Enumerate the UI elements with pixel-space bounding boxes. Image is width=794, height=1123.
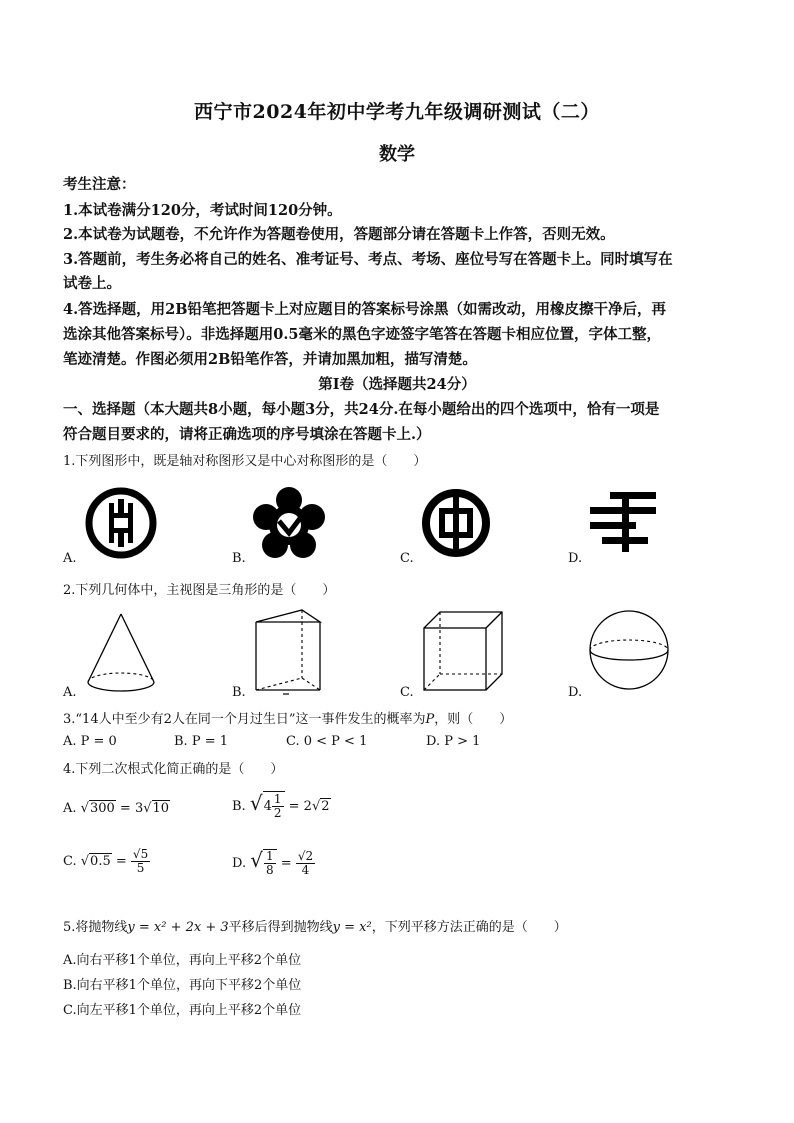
bank-logo-d-icon (588, 490, 658, 554)
equation-2: y = x² (332, 920, 372, 935)
question-2-option-d: D. (568, 685, 583, 700)
question-3-stem (63, 708, 512, 727)
notice-heading: 考生注意： (63, 176, 136, 193)
notice-item-1: 1.本试卷满分120分，考试时间120分钟。 (63, 202, 342, 219)
question-3-option-d: D. P > 1 (426, 734, 481, 749)
question-2-option-a: A. (63, 685, 77, 700)
notice-item-3-line-2: 试卷上。 (63, 275, 121, 292)
bank-logo-a-icon (85, 487, 157, 559)
cone-icon (84, 612, 158, 694)
question-5-option-a: A.向右平移1个单位，再向上平移2个单位 (63, 953, 302, 968)
question-1-option-d: D. (568, 551, 583, 566)
question-3-option-c: C. 0 < P < 1 (286, 734, 368, 749)
question-1-option-b: B. (232, 551, 246, 566)
question-1-stem: 1.下列图形中，既是轴对称图形又是中心对称图形的是（ ） (63, 454, 427, 469)
equation-1: y = x² + 2x + 3 (127, 920, 229, 935)
subject-title: 数学 (379, 144, 415, 165)
notice-item-4-line-2: 选涂其他答案标号）。非选择题用0.5毫米的黑色字迹签字笔答在答题卡相应位置，字体工整， (63, 326, 661, 343)
question-5-stem: 5.将抛物线y = x² + 2x + 3平移后得到抛物线y = x²，下列平移方法正确的是（ ） (63, 920, 567, 935)
question-4-option-c: C. √0.5 = $\frac{√5}{5}$ (63, 847, 149, 875)
page-title: 西宁市2024年初中学考九年级调研测试（二） (194, 101, 600, 123)
question-4-option-d: D. √ $\frac{1}{8}$ = $\frac{√2}{4}$ (232, 848, 314, 877)
radicand: 300 (89, 801, 115, 816)
section-instruction-line-1: 一、选择题（本大题共8小题，每小题3分，共24分.在每小题给出的四个选项中，恰有一项是 (63, 401, 660, 418)
bank-logo-c-icon (422, 489, 490, 557)
notice-item-2: 2.本试卷为试题卷，不允许作为答题卷使用，答题部分请在答题卡上作答，否则无效。 (63, 226, 615, 243)
question-3-stem-prefix: 3.“14人中至少有2人在同一个月过生日”这一事件发生的概率为 (63, 712, 426, 727)
question-5-option-b: B.向右平移1个单位，再向下平移2个单位 (63, 978, 302, 993)
question-4-option-b: B. √4 $\frac{1}{2}$ = 2√2 (232, 791, 330, 820)
question-1-option-a: A. (63, 551, 77, 566)
section-instruction-line-2: 符合题目要求的，请将正确选项的序号填涂在答题卡上.） (63, 426, 431, 443)
question-3-option-b: B. P = 1 (174, 734, 228, 749)
question-4-option-a: A. √300 = 3√10 (63, 801, 170, 816)
bank-logo-b-icon (252, 487, 326, 561)
question-3-stem-suffix: ，则（ ） (434, 712, 513, 727)
notice-item-4-line-3: 笔迹清楚。作图必须用2B铅笔作答，并请加黑加粗，描写清楚。 (63, 351, 477, 368)
notice-item-3-line-1: 3.答题前，考生务必将自己的姓名、准考证号、考点、考场、座位号写在答题卡上。同时填写在 (63, 251, 673, 268)
sphere-icon (588, 609, 670, 691)
question-5-option-c: C.向左平移1个单位，再向上平移2个单位 (63, 1003, 302, 1018)
question-2-option-b: B. (232, 685, 246, 700)
cube-icon (420, 608, 506, 692)
question-4-stem: 4.下列二次根式化简正确的是（ ） (63, 762, 284, 777)
triangular-prism-icon (252, 608, 324, 696)
question-2-stem: 2.下列几何体中，主视图是三角形的是（ ） (63, 583, 336, 598)
part-heading: 第Ⅰ卷（选择题共24分） (318, 376, 476, 393)
question-1-option-c: C. (400, 551, 414, 566)
question-3-variable: P (425, 712, 435, 727)
question-3-option-a: A. P = 0 (63, 734, 117, 749)
notice-item-4-line-1: 4.答选择题，用2B铅笔把答题卡上对应题目的答案标号涂黑（如需改动，用橡皮擦干净后，再 (63, 301, 666, 318)
question-2-option-c: C. (400, 685, 414, 700)
